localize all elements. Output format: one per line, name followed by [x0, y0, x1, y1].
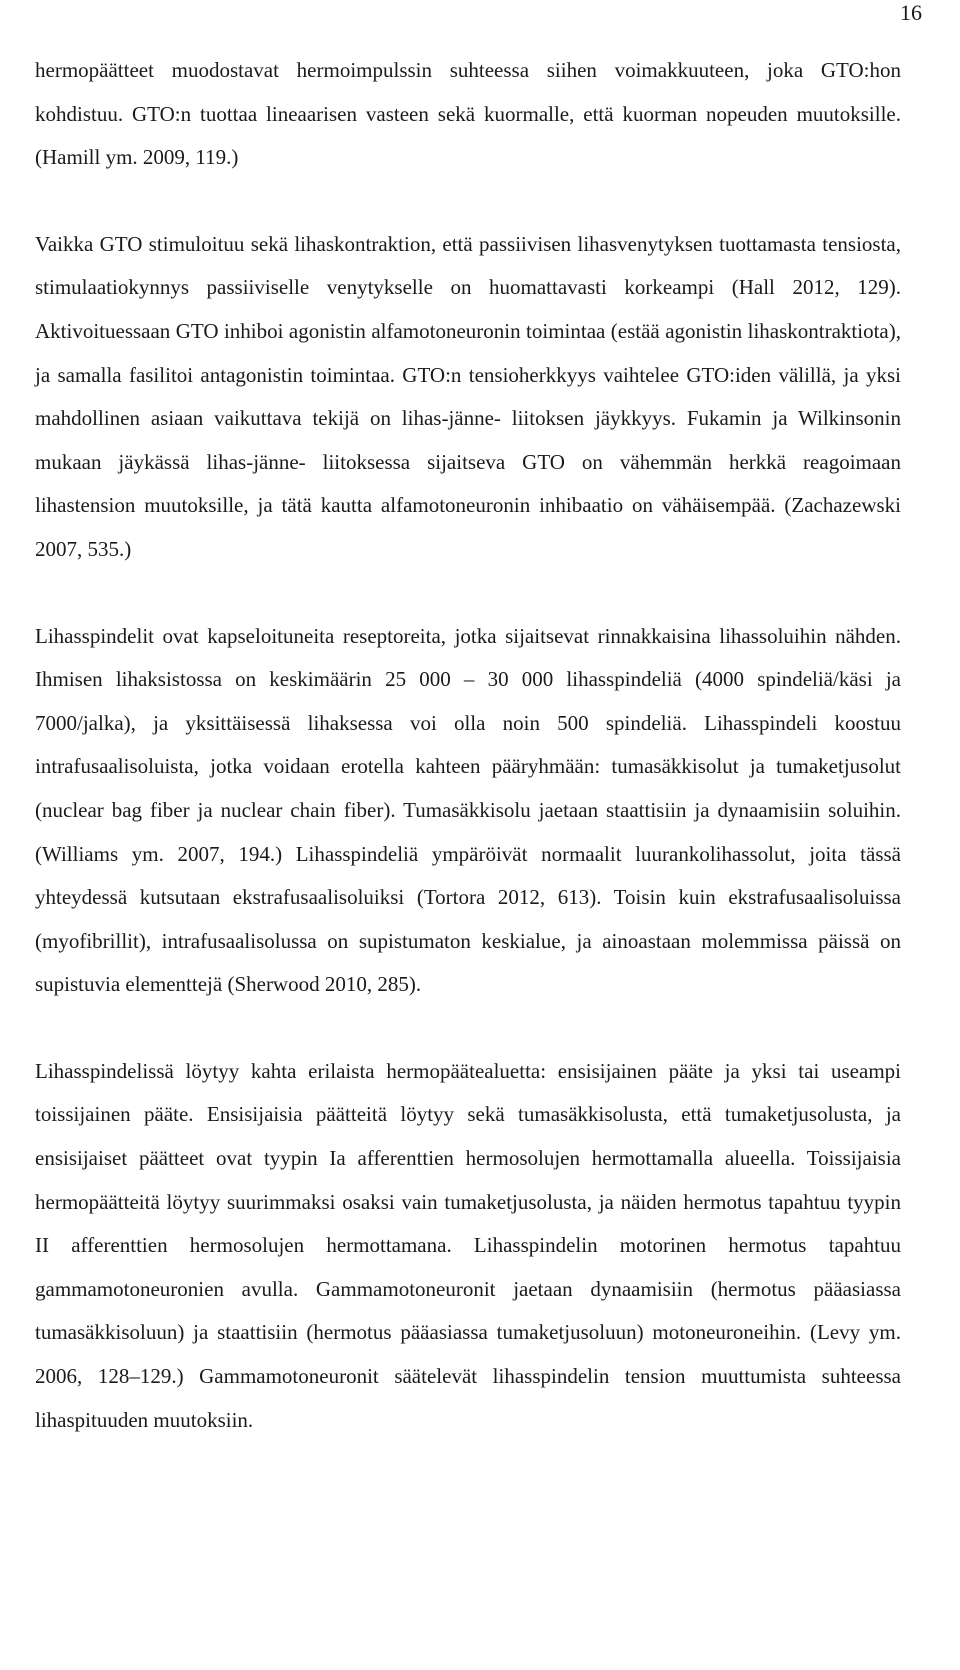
paragraph-gto-stimulation: Vaikka GTO stimuloituu sekä lihaskontraktion, että passiivisen lihasvenytyksen tuottamasta tensiosta, stimulaatiokynnys passiiviselle venytykselle on huomattavasti korkeampi (Hall 2012, 129). Aktivoituessaan GTO inhiboi agonistin alfamotoneuronin toimintaa (estää agonistin lihaskontraktiota), ja samalla fasilitoi antagonistin toimintaa. GTO:n tensioherkkyys vaihtelee GTO:iden välillä, ja yksi mahdollinen asiaan vaikuttava tekijä on lihas-jänne- liitoksen jäykkyys. Fukamin ja Wilkinsonin mukaan jäykässä lihas-jänne- liitoksessa sijaitseva GTO on vähemmän herkkä reagoimaan lihastension muutoksille, ja tätä kautta alfamotoneuronin inhibaatio on vähäisempää. (Zachazewski 2007, 535.): [35, 231, 901, 561]
page-number: 16: [900, 0, 922, 25]
paragraph-spindle-innervation: Lihasspindelissä löytyy kahta erilaista hermopäätealuetta: ensisijainen pääte ja yksi tai useampi toissijainen pääte. Ensisijaisia päätteitä löytyy sekä tumasäkkisolusta, että tumaketjusolusta, ja ensisijaiset päätteet ovat tyypin Ia afferenttien hermosolujen hermottamalla alueella. Toissijaisia hermopäätteitä löytyy suurimmaksi osaksi vain tumaketjusolusta, ja näiden hermotus tapahtuu tyypin II afferenttien hermosolujen hermottamana. Lihasspindelin motorinen hermotus tapahtuu gammamotoneuronien avulla. Gammamotoneuronit jaetaan dynaamisiin (hermotus pääasiassa tumasäkkisoluun) ja staattisiin (hermotus pääasiassa tumaketjusoluun) motoneuroneihin. (Levy ym. 2006, 128–129.) Gammamotoneuronit säätelevät lihasspindelin tension muuttumista suhteessa lihaspituuden muutoksiin.: [35, 1058, 901, 1432]
document-body: [35, 49, 901, 1442]
paragraph-gto-response: hermopäätteet muodostavat hermoimpulssin suhteessa siihen voimakkuuteen, joka GTO:hon kohdistuu. GTO:n tuottaa lineaarisen vasteen sekä kuormalle, että kuorman nopeuden muutoksille. (Hamill ym. 2009, 119.): [35, 58, 901, 170]
paragraph-muscle-spindles: Lihasspindelit ovat kapseloituneita reseptoreita, jotka sijaitsevat rinnakkaisina lihassoluihin nähden. Ihmisen lihaksistossa on keskimäärin 25 000 – 30 000 lihasspindeliä (4000 spindeliä/käsi ja 7000/jalka), ja yksittäisessä lihaksessa voi olla noin 500 spindeliä. Lihasspindeli koostuu intrafusaalisoluista, jotka voidaan erotella kahteen pääryhmään: tumasäkkisolut ja tumaketjusolut (nuclear bag fiber ja nuclear chain fiber). Tumasäkkisolu jaetaan staattisiin ja dynaamisiin soluihin. (Williams ym. 2007, 194.) Lihasspindeliä ympäröivät normaalit luurankolihassolut, joita tässä yhteydessä kutsutaan ekstrafusaalisoluiksi (Tortora 2012, 613). Toisin kuin ekstrafusaalisoluissa (myofibrillit), intrafusaalisolussa on supistumaton keskialue, ja ainoastaan molemmissa päissä on supistuvia elementtejä (Sherwood 2010, 285).: [35, 623, 901, 997]
